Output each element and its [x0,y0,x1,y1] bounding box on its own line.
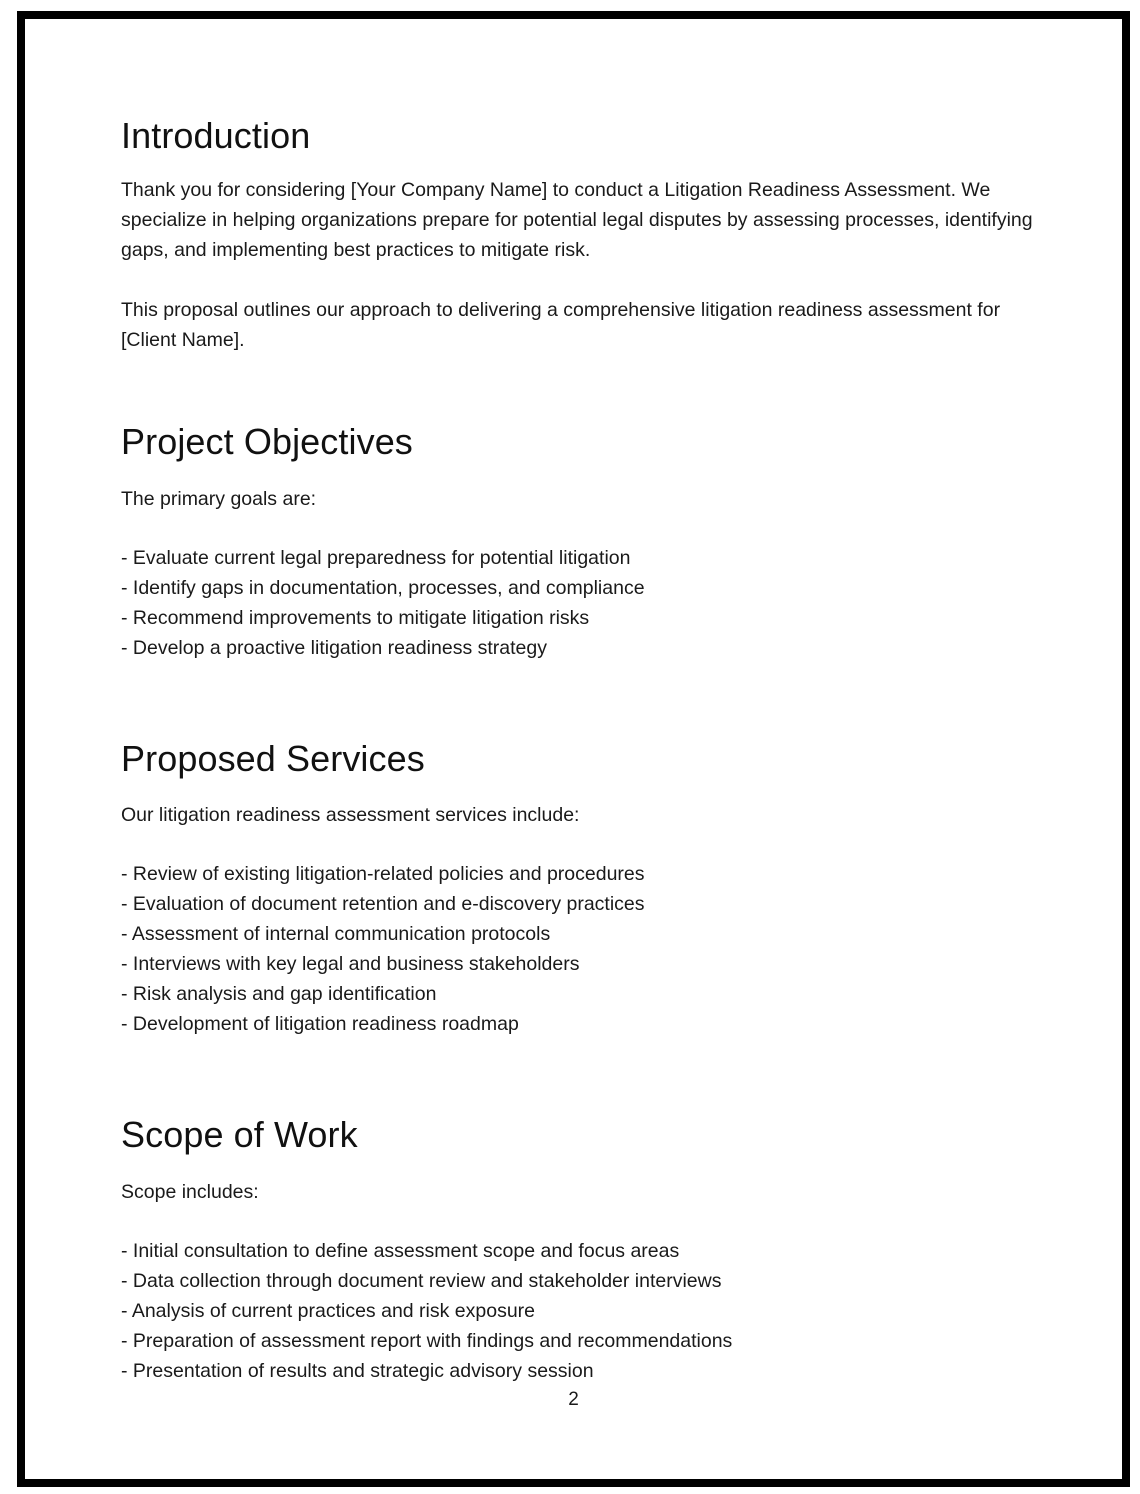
proposed-services-list [121,859,1040,1039]
spacer [121,1157,1040,1177]
spacer [121,265,1040,295]
list-item: - Assessment of internal communication protocols [121,923,551,946]
spacer [121,514,1040,543]
list-item: - Identify gaps in documentation, processes, and compliance [121,576,645,599]
section-heading-project-objectives: Project Objectives [121,421,413,463]
page-border-frame [17,11,1130,1487]
list-item: - Evaluate current legal preparedness for potential litigation [121,546,631,569]
spacer [121,780,1040,800]
list-item: - Recommend improvements to mitigate litigation risks [121,606,590,629]
list-item: - Preparation of assessment report with findings and recommendations [121,1329,733,1352]
list-item: - Risk analysis and gap identification [121,983,437,1006]
spacer [121,464,1040,484]
list-item: - Analysis of current practices and risk exposure [121,1299,536,1322]
proposed-services-intro: Our litigation readiness assessment services include: [121,804,580,827]
project-objectives-intro: The primary goals are: [121,487,317,510]
list-item: - Presentation of results and strategic advisory session [121,1359,594,1382]
list-item: - Interviews with key legal and business stakeholders [121,953,580,976]
list-item: - Evaluation of document retention and e-discovery practices [121,893,645,916]
spacer [121,355,1040,421]
list-item: - Develop a proactive litigation readiness strategy [121,636,547,659]
project-objectives-list [121,543,1040,663]
introduction-paragraph-2: This proposal outlines our approach to delivering a comprehensive litigation readiness assessment for [Client Name]. [121,299,1001,352]
page-title: Introduction [121,115,311,156]
page-number: 2 [568,1389,579,1410]
page-sheet [25,19,1122,1479]
list-item: - Initial consultation to define assessment scope and focus areas [121,1239,680,1262]
spacer [121,830,1040,859]
spacer [121,157,1040,175]
section-heading-scope-of-work: Scope of Work [121,1114,358,1156]
spacer [121,663,1040,738]
section-heading-proposed-services: Proposed Services [121,737,425,779]
spacer [121,1039,1040,1114]
introduction-paragraph-1: Thank you for considering [Your Company Name] to conduct a Litigation Readiness Assessment. We specialize in helping organizations prepare for potential legal disputes by assessing processes, identifying gaps, and implementing best practices to mitigate risk. [121,179,1033,262]
list-item: - Data collection through document review and stakeholder interviews [121,1269,722,1292]
list-item: - Review of existing litigation-related policies and procedures [121,863,645,886]
spacer [121,1207,1040,1236]
scope-of-work-list [121,1236,1040,1386]
list-item: - Development of litigation readiness roadmap [121,1013,519,1036]
page-footer [25,1389,1122,1411]
scope-of-work-intro: Scope includes: [121,1180,259,1203]
